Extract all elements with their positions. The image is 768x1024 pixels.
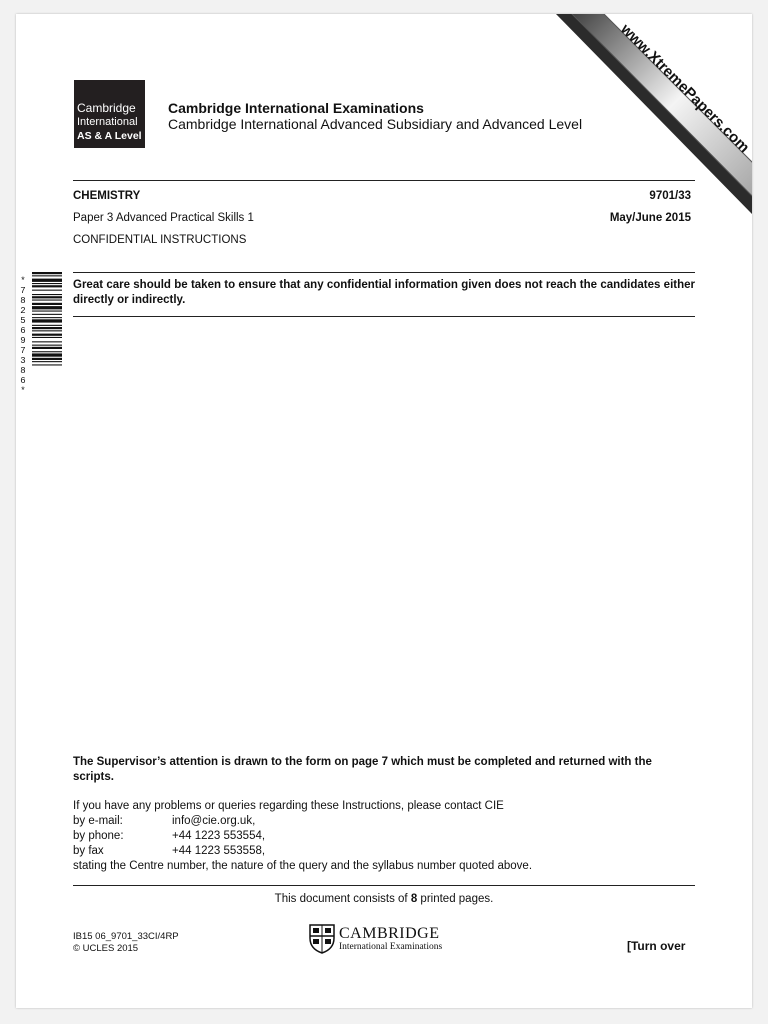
barcode-image [24, 272, 62, 410]
subject: CHEMISTRY [73, 190, 141, 202]
warning-bottom-rule [73, 316, 695, 317]
contact-row-phone [73, 829, 532, 844]
contact-label: by e-mail: [73, 815, 123, 827]
ribbon-text: www.XtremePapers.com [617, 20, 753, 157]
barcode-digit: * [20, 386, 26, 396]
warning-top-rule [73, 272, 695, 273]
contact-value: info@cie.org.uk, [172, 815, 256, 827]
logo-line-2: International [77, 116, 138, 128]
barcode-digit: 8 [20, 296, 26, 306]
turn-over: [Turn over [627, 939, 686, 953]
paper-title: Paper 3 Advanced Practical Skills 1 [73, 212, 254, 224]
contact-value: +44 1223 553558, [172, 845, 266, 857]
barcode-digit: 8 [20, 366, 26, 376]
cambridge-wordmark-sub: International Examinations [339, 941, 443, 952]
barcode-digit: * [20, 276, 26, 286]
cambridge-wordmark: CAMBRIDGE [339, 924, 440, 942]
contact-block [73, 799, 532, 874]
barcode-digit: 7 [20, 286, 26, 296]
logo-line-1: Cambridge [77, 101, 136, 115]
page-count: 8 [410, 893, 418, 905]
exam-session: May/June 2015 [609, 212, 691, 224]
contact-row-fax [73, 844, 532, 859]
copyright: © UCLES 2015 [73, 943, 139, 954]
logo-line-3: AS & A Level [77, 130, 142, 142]
barcode-digit: 3 [20, 356, 26, 366]
cambridge-as-a-level-logo [74, 80, 145, 148]
org-subtitle: Cambridge International Advanced Subsidiary and Advanced Level [168, 116, 583, 132]
barcode-digit: 7 [20, 346, 26, 356]
document-ref: IB15 06_9701_33CI/4RP [73, 931, 179, 942]
page-count-prefix: This document consists of [274, 893, 411, 905]
contact-row-email [73, 814, 532, 829]
cambridge-footer-logo [309, 924, 442, 954]
barcode-digit: 6 [20, 376, 26, 386]
doc-type: CONFIDENTIAL INSTRUCTIONS [73, 234, 247, 246]
contact-label: by fax [73, 845, 104, 857]
page-count-suffix: printed pages. [417, 893, 494, 905]
barcode-digit: 9 [20, 336, 26, 346]
contact-value: +44 1223 553554, [172, 830, 266, 842]
page-count-note [73, 893, 695, 905]
barcode-digit: 5 [20, 316, 26, 326]
crest-icon [309, 924, 335, 954]
contact-intro: If you have any problems or queries regarding these Instructions, please contact CIE [73, 800, 504, 812]
paper-code: 9701/33 [649, 190, 691, 202]
confidential-warning: Great care should be taken to ensure that any confidential information given does not reach the candidates either directly or indirectly. [73, 279, 695, 306]
footer-reference [73, 931, 179, 955]
document-page [16, 14, 752, 1008]
barcode-digit: 6 [20, 326, 26, 336]
header-rule [73, 180, 695, 181]
footer-rule [73, 885, 695, 886]
contact-outro: stating the Centre number, the nature of the query and the syllabus number quoted above. [73, 860, 533, 872]
org-name: Cambridge International Examinations [168, 100, 424, 116]
contact-label: by phone: [73, 830, 124, 842]
barcode-digit: 2 [20, 306, 26, 316]
supervisor-attention: The Supervisor’s attention is drawn to the form on page 7 which must be completed and returned with the scripts. [73, 756, 652, 783]
